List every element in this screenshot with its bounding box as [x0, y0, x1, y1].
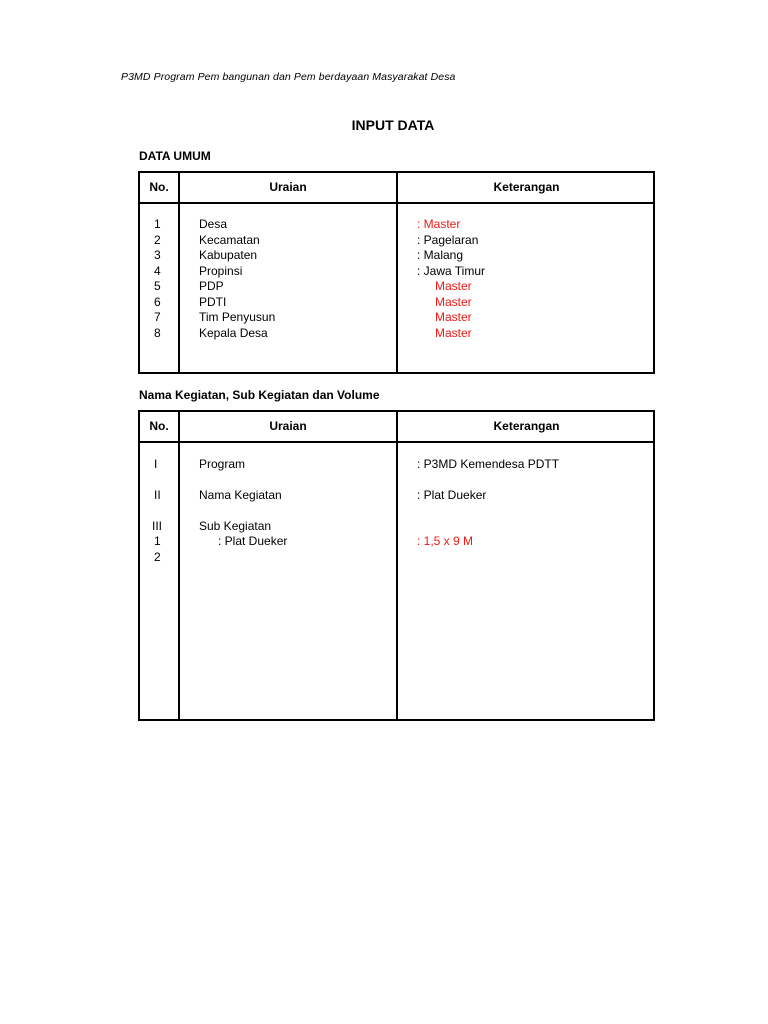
row-uraian: Kepala Desa [199, 325, 268, 340]
row-number: II [154, 487, 161, 502]
column-header-no: No. [149, 419, 169, 433]
section-heading-data-umum: DATA UMUM [139, 149, 211, 163]
row-keterangan: : Pagelaran [417, 232, 479, 247]
column-header-uraian: Uraian [269, 419, 307, 433]
row-number: 3 [154, 248, 161, 262]
row-number: 1 [154, 217, 161, 231]
row-uraian: Kecamatan [199, 232, 260, 247]
row-number: I [154, 457, 158, 471]
section-heading-kegiatan: Nama Kegiatan, Sub Kegiatan dan Volume [139, 388, 380, 402]
row-uraian: Propinsi [199, 263, 243, 278]
data-umum-table [138, 171, 655, 374]
column-header-keterangan: Keterangan [493, 180, 560, 194]
row-keterangan: Master [435, 279, 472, 293]
row-uraian: Tim Penyusun [199, 310, 276, 324]
row-keterangan: Master [435, 294, 472, 309]
document-title: INPUT DATA [351, 117, 435, 133]
row-keterangan: Master [435, 325, 472, 340]
row-number: 1 [154, 534, 161, 548]
row-number: 6 [154, 294, 161, 309]
column-header-uraian: Uraian [269, 180, 307, 194]
row-number: 7 [154, 310, 161, 324]
row-number: 2 [154, 232, 161, 247]
row-keterangan: Master [435, 310, 472, 324]
row-uraian: Sub Kegiatan [199, 518, 272, 533]
row-keterangan: : Malang [417, 248, 464, 262]
document-header: P3MD Program Pem bangunan dan Pem berdayaan Masyarakat Desa [121, 71, 456, 83]
row-keterangan: : P3MD Kemendesa PDTT [417, 457, 560, 471]
row-uraian: Desa [199, 217, 228, 231]
row-uraian: : Plat Dueker [218, 534, 288, 548]
row-keterangan: : Master [417, 217, 461, 231]
row-number: 4 [154, 263, 161, 278]
row-keterangan: : 1,5 x 9 M [417, 534, 474, 548]
row-number: 5 [154, 279, 161, 293]
row-number: 2 [154, 549, 161, 564]
row-keterangan: : Jawa Timur [417, 263, 486, 278]
row-number: III [152, 518, 163, 533]
row-uraian: PDTI [199, 294, 227, 309]
kegiatan-table [138, 410, 655, 721]
row-uraian: Kabupaten [199, 248, 258, 262]
row-uraian: Program [199, 457, 246, 471]
row-uraian: Nama Kegiatan [199, 487, 282, 502]
row-keterangan: : Plat Dueker [417, 487, 487, 502]
column-header-no: No. [149, 180, 169, 194]
row-uraian: PDP [199, 279, 224, 293]
column-header-keterangan: Keterangan [493, 419, 560, 433]
row-number: 8 [154, 325, 161, 340]
